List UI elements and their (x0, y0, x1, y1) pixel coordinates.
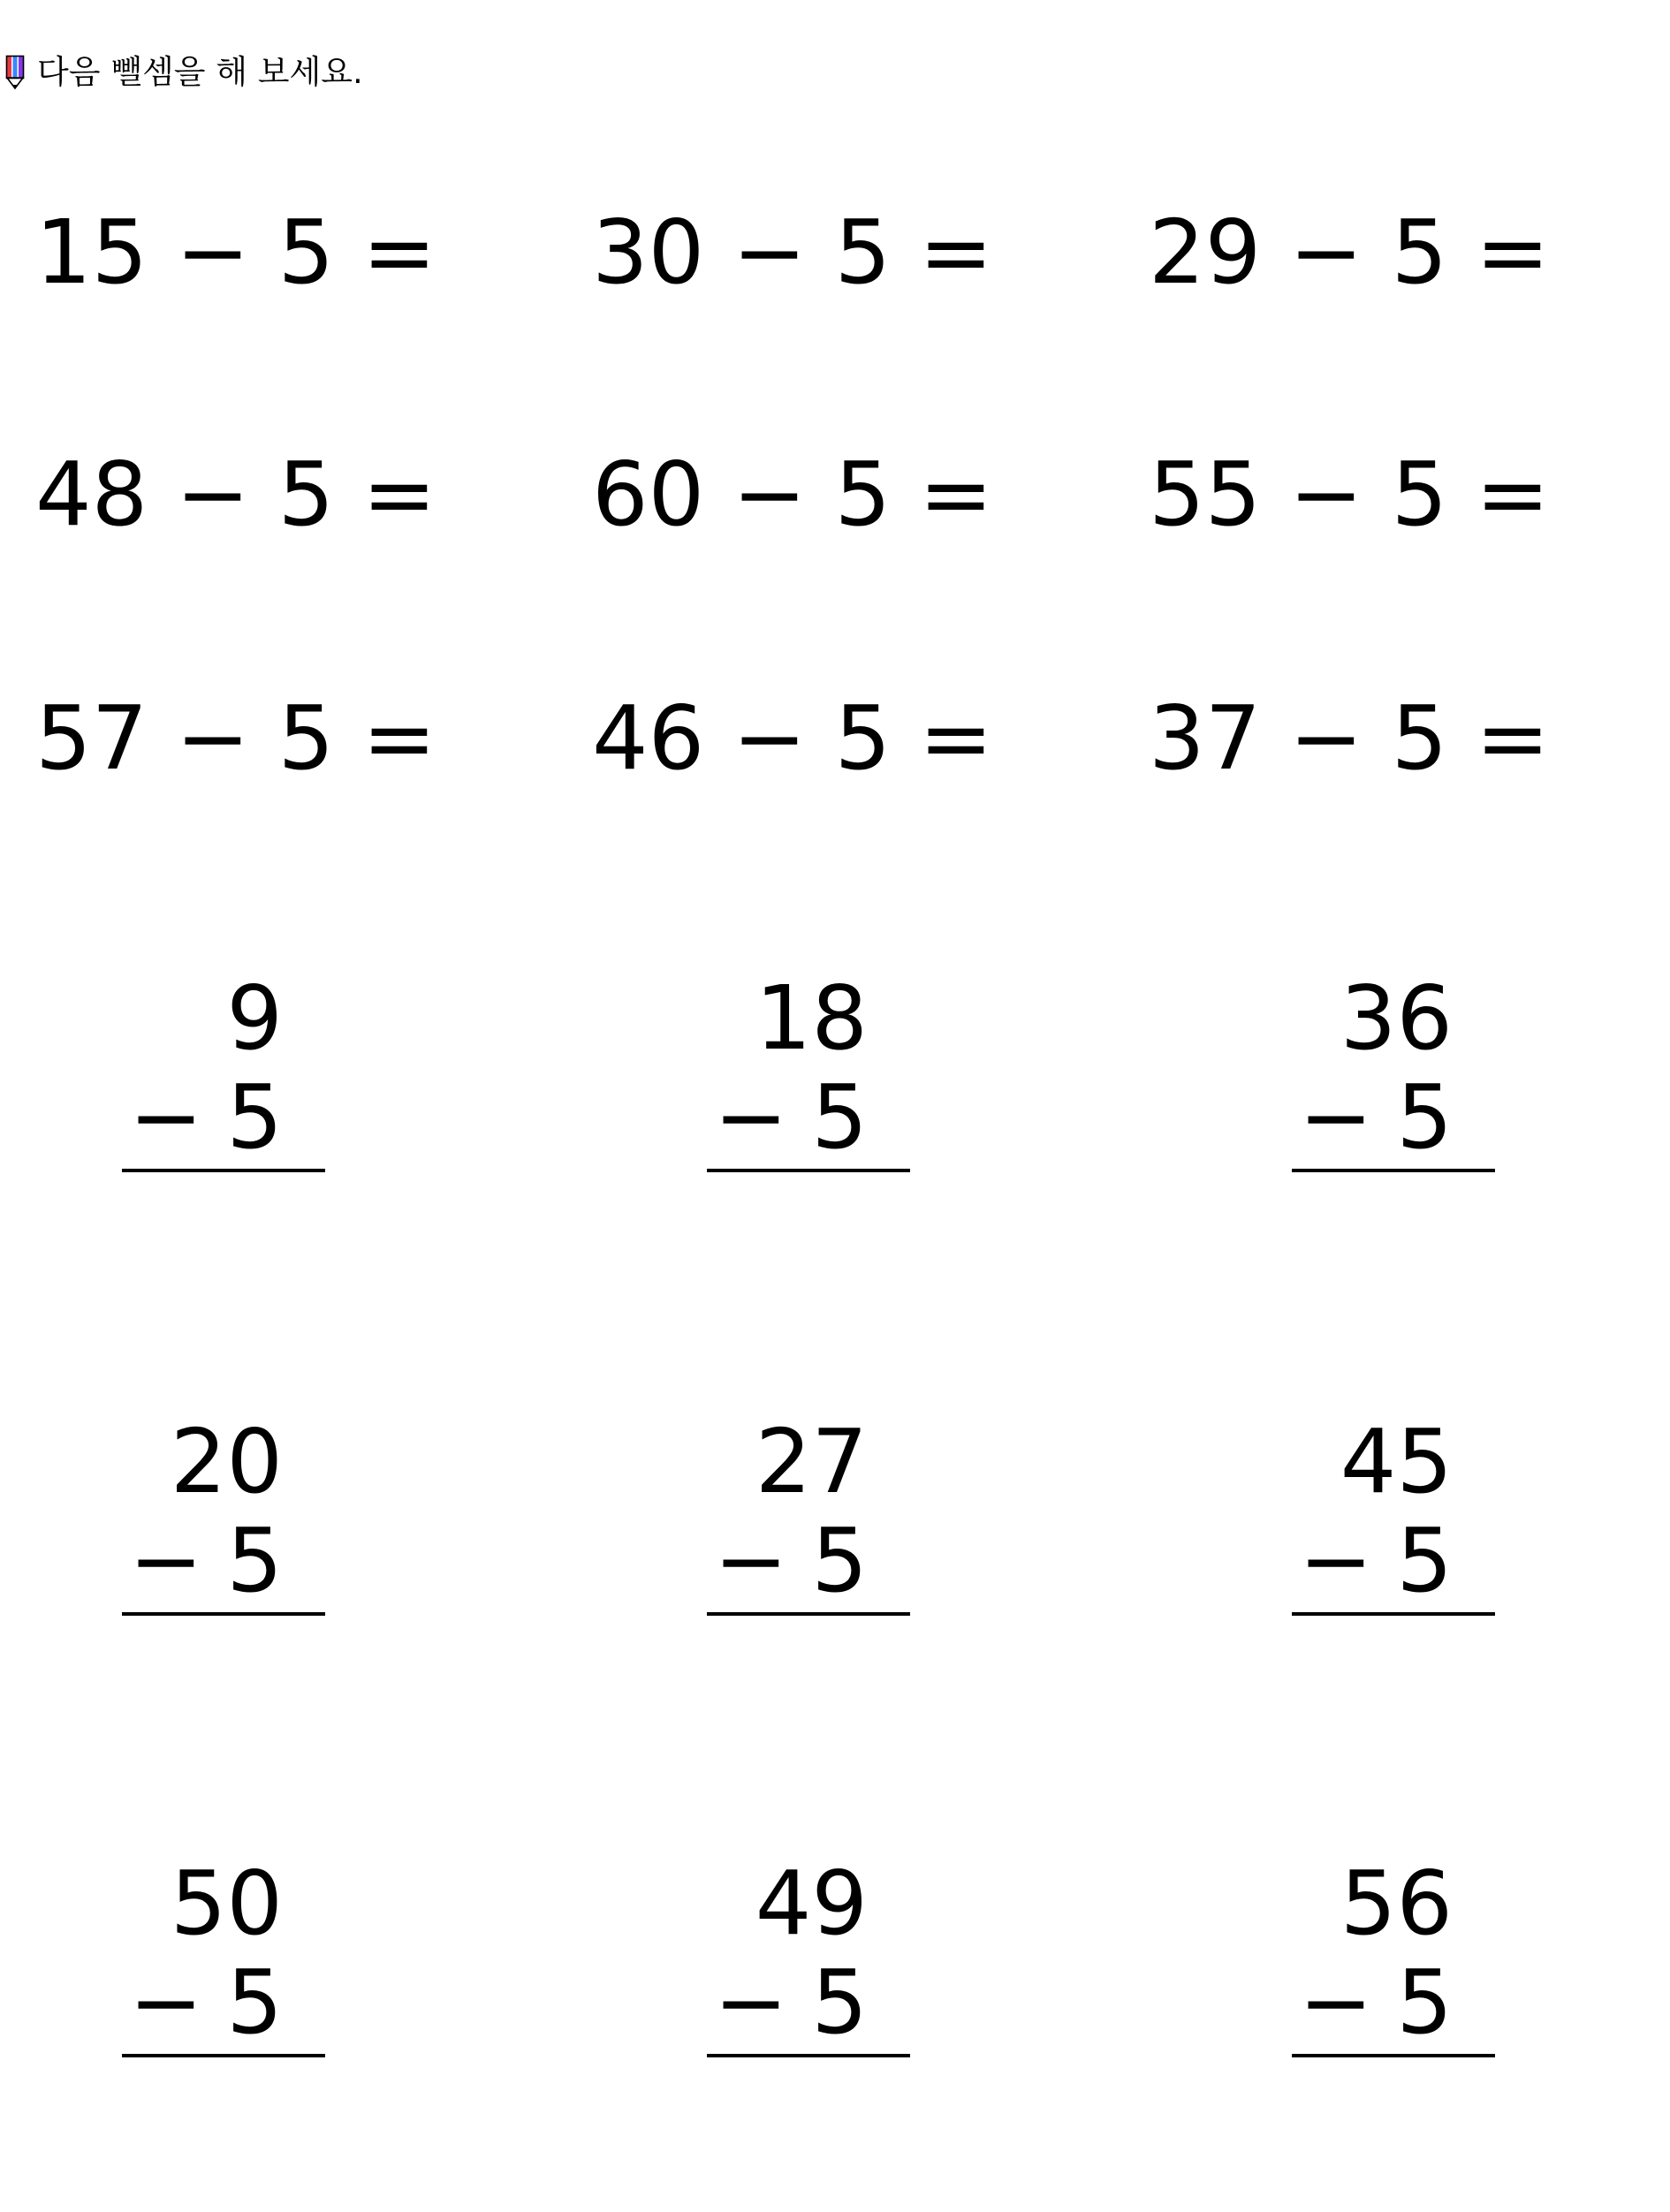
vertical-problem (707, 1410, 910, 1617)
horizontal-problem: 46 − 5 = (592, 686, 993, 790)
minus-sign: − (1299, 1065, 1373, 1169)
minuend: 49 (755, 1852, 868, 1955)
vertical-problem (1292, 966, 1495, 1173)
subtrahend: 5 (1396, 1509, 1453, 1612)
subtrahend: 5 (811, 1951, 868, 2054)
minus-sign: − (129, 1065, 203, 1169)
horizontal-row (0, 442, 1670, 548)
minuend: 36 (1340, 966, 1453, 1070)
minuend: 9 (226, 966, 283, 1070)
pencil-icon (5, 55, 25, 90)
minuend: 45 (1340, 1410, 1453, 1513)
horizontal-problem: 60 − 5 = (592, 443, 993, 546)
minuend: 50 (170, 1852, 283, 1955)
vertical-problem (122, 1852, 325, 2058)
minus-sign: − (714, 1065, 788, 1169)
minuend: 27 (755, 1410, 868, 1513)
vertical-problem (707, 1852, 910, 2058)
minus-sign: − (1299, 1951, 1373, 2054)
answer-line (1292, 2054, 1495, 2057)
subtrahend: 5 (811, 1065, 868, 1169)
horizontal-problem: 37 − 5 = (1149, 686, 1550, 790)
horizontal-problem: 48 − 5 = (35, 443, 436, 546)
subtrahend: 5 (226, 1509, 283, 1612)
horizontal-row (0, 200, 1670, 306)
subtrahend: 5 (226, 1951, 283, 2054)
subtrahend: 5 (1396, 1065, 1453, 1169)
vertical-problem (122, 1410, 325, 1617)
vertical-problem (1292, 1852, 1495, 2058)
minus-sign: − (714, 1509, 788, 1612)
answer-line (122, 1169, 325, 1172)
horizontal-problem: 55 − 5 = (1149, 443, 1550, 546)
instruction-text: 다음 뺄셈을 해 보세요. (37, 53, 363, 91)
answer-line (122, 2054, 325, 2057)
horizontal-problem: 57 − 5 = (35, 686, 436, 790)
vertical-problem (1292, 1410, 1495, 1617)
horizontal-problem: 30 − 5 = (592, 201, 993, 304)
answer-line (1292, 1612, 1495, 1616)
answer-line (707, 1612, 910, 1616)
subtrahend: 5 (1396, 1951, 1453, 2054)
subtrahend: 5 (811, 1509, 868, 1612)
minus-sign: − (1299, 1509, 1373, 1612)
horizontal-row (0, 686, 1670, 792)
answer-line (707, 1169, 910, 1172)
answer-line (122, 1612, 325, 1616)
minus-sign: − (129, 1951, 203, 2054)
minuend: 20 (170, 1410, 283, 1513)
minus-sign: − (714, 1951, 788, 2054)
horizontal-problem: 29 − 5 = (1149, 201, 1550, 304)
horizontal-problem: 15 − 5 = (35, 201, 436, 304)
answer-line (707, 2054, 910, 2057)
instruction (5, 46, 363, 99)
minus-sign: − (129, 1509, 203, 1612)
minuend: 56 (1340, 1852, 1453, 1955)
answer-line (1292, 1169, 1495, 1172)
vertical-problem (122, 966, 325, 1173)
vertical-problem (707, 966, 910, 1173)
subtrahend: 5 (226, 1065, 283, 1169)
minuend: 18 (755, 966, 868, 1070)
